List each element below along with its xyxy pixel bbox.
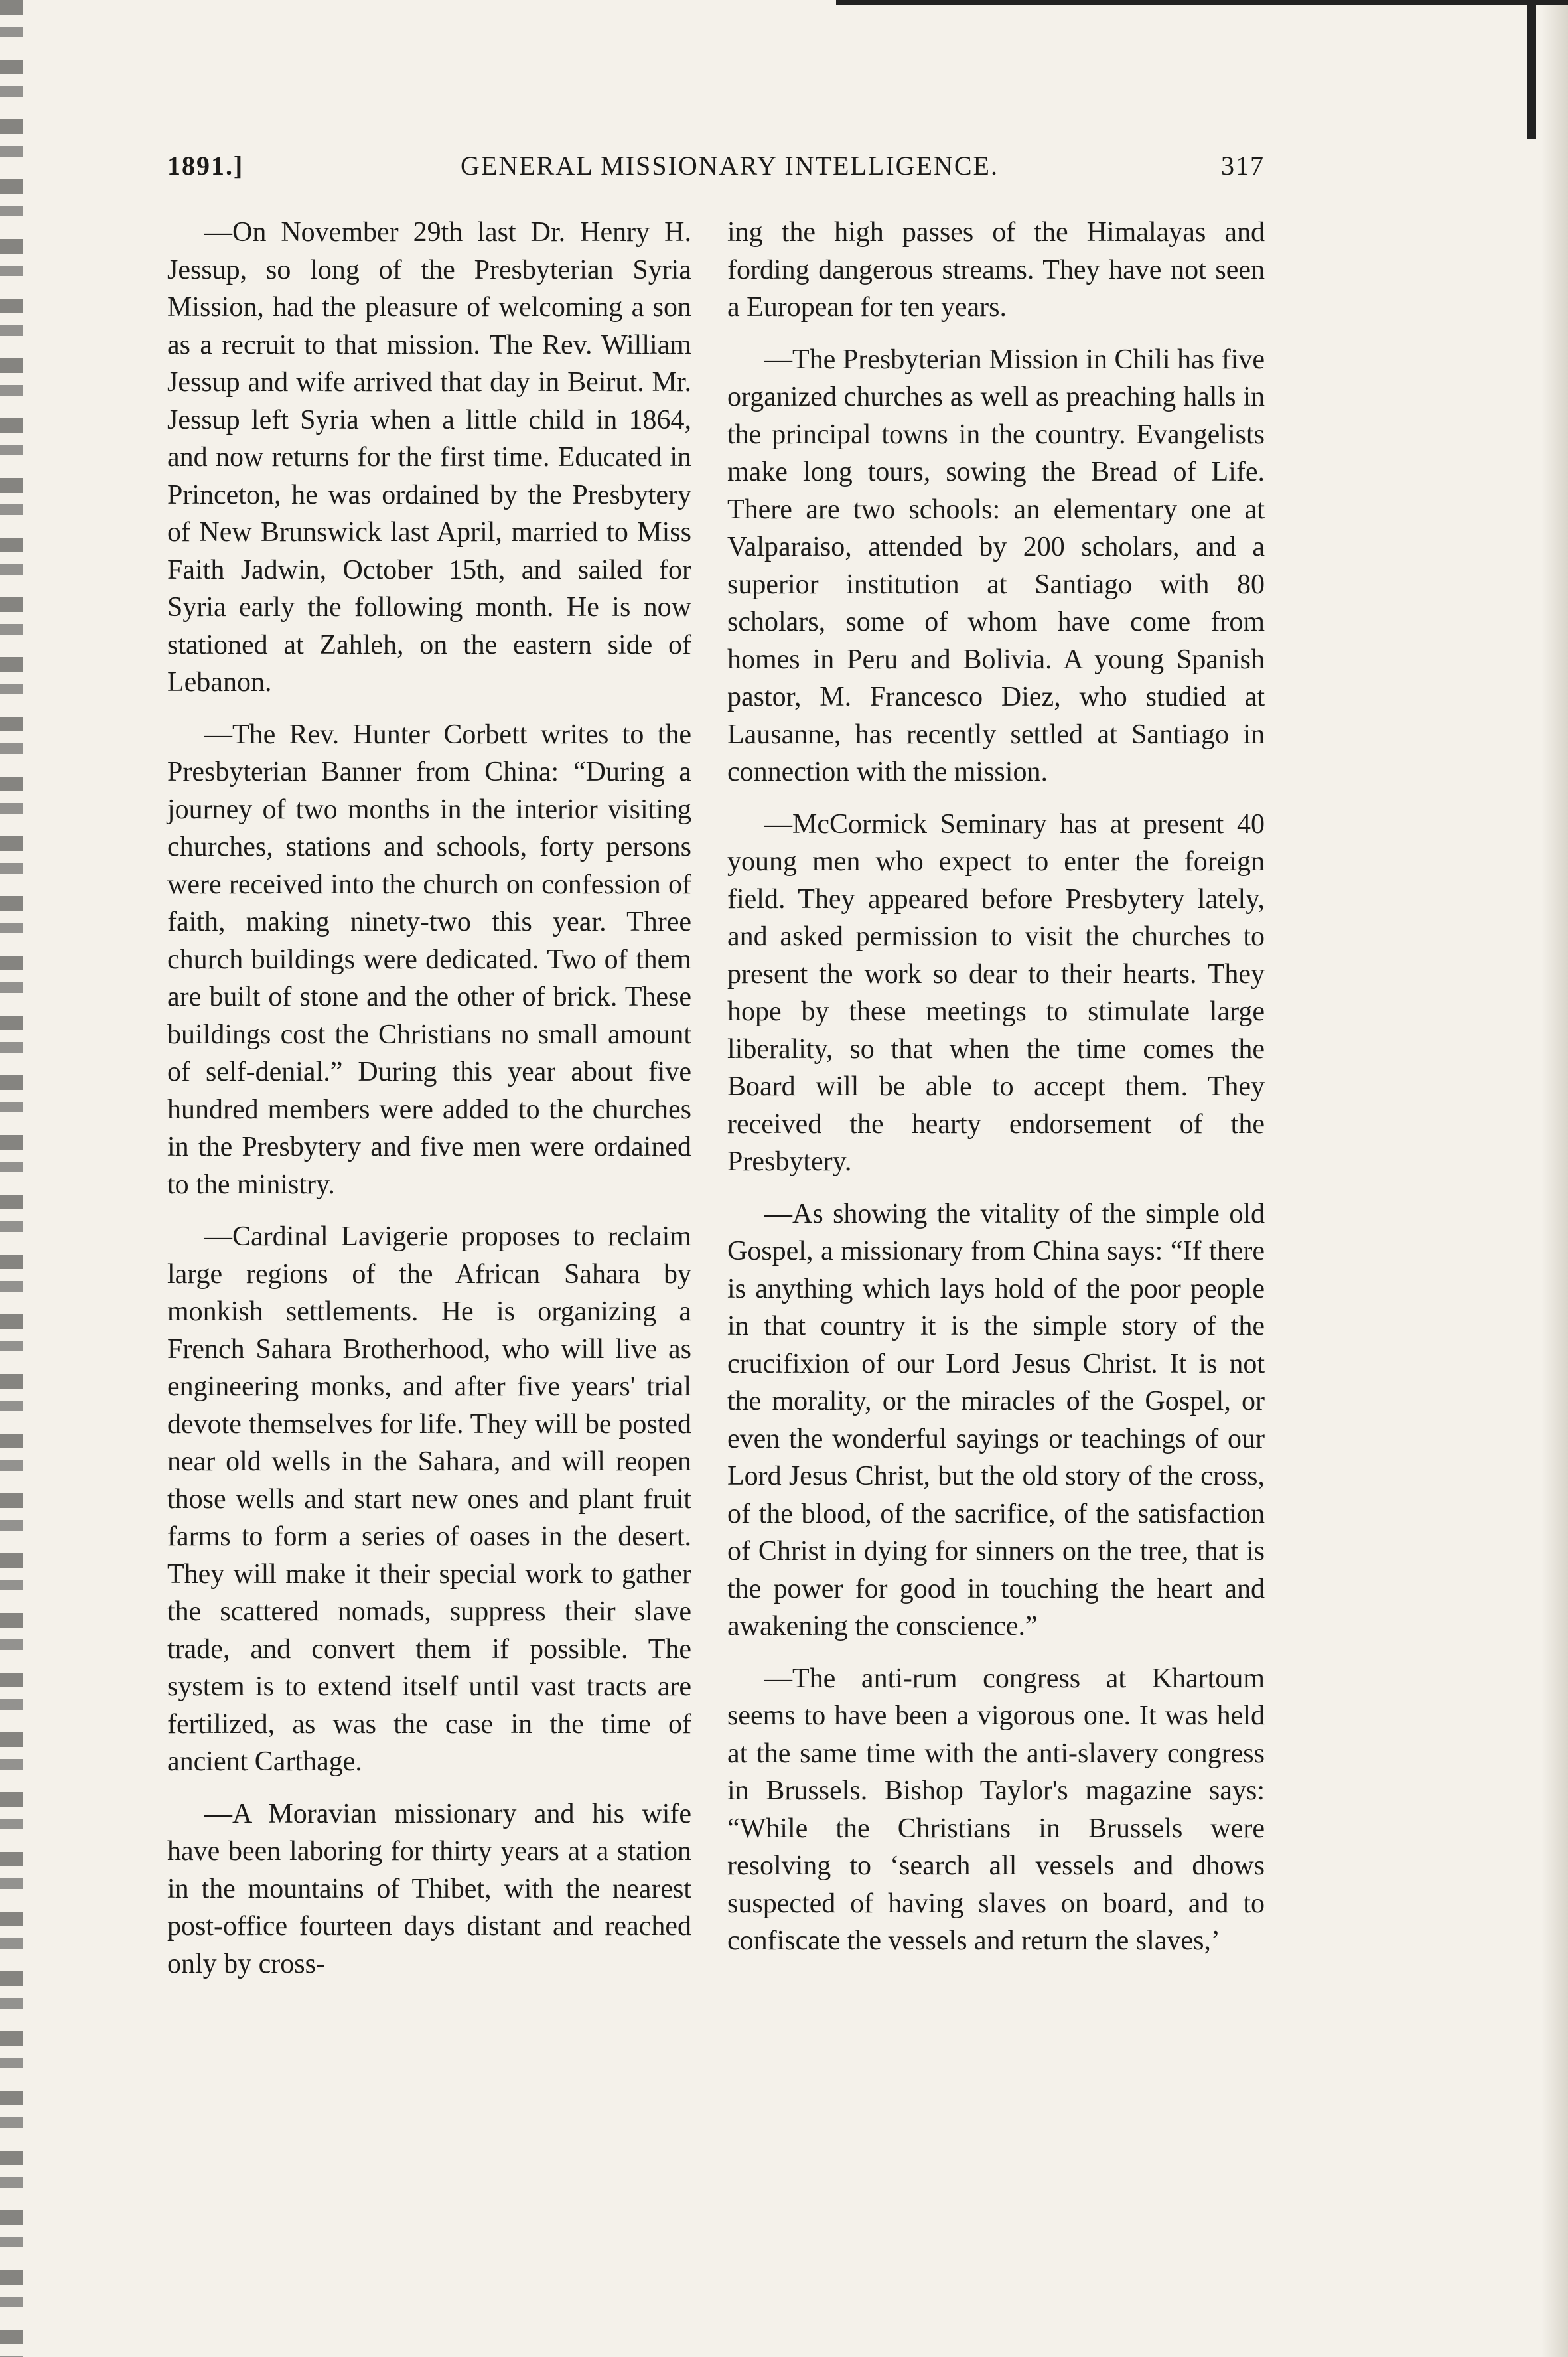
left-column — [167, 214, 691, 1997]
paragraph-mccormick: —McCormick Seminary has at present 40 young men who expect to enter the foreign field. They appeared before Presbytery lately, and asked permission to visit the churches to present the work so dear to their hearts. They hope by these meetings to stimulate large liberality, so that when the time comes the Board will be able to accept them. They received the hearty endorsement of the Presbytery. — [727, 808, 1265, 1177]
running-header — [167, 150, 1265, 190]
paragraph-moravian-continued: ing the high passes of the Himalayas and fording dangerous streams. They have not seen a European for ten years. — [727, 217, 1265, 323]
page-edge-shadow — [1541, 0, 1568, 2357]
header-title: GENERAL MISSIONARY INTELLIGENCE. — [461, 151, 999, 181]
header-year: 1891.] — [167, 151, 244, 181]
page-number: 317 — [1221, 151, 1265, 181]
paragraph-moravian: —A Moravian missionary and his wife have been laboring for thirty years at a station in the mountains of Thibet, with the nearest post-office fourteen days distant and reached only by cross- — [167, 1798, 691, 1979]
right-column — [727, 214, 1265, 1975]
binding-edge — [0, 0, 23, 2357]
scan-artifact-mark — [1527, 0, 1536, 139]
paragraph-chili-mission: —The Presbyterian Mission in Chili has five organized churches as well as preaching halls in the principal towns in the country. Evangelists make long tours, sowing the Bread of Life. There are two schools: an elementary one at Valparaiso, attended by 200 scholars, and a superior institution at Santiago with 80 scholars, some of whom have come from homes in Peru and Bolivia. A young Spanish pastor, M. Francesco Diez, who studied at Lausanne, has recently settled at Santiago in connection with the mission. — [727, 344, 1265, 787]
paragraph-khartoum: —The anti-rum congress at Khartoum seems to have been a vigorous one. It was held at the same time with the anti-slavery congress in Brussels. Bishop Taylor's magazine says: “While the Christians in Brussels were resolving to ‘search all vessels and dhows suspected of having slaves on board, and to confiscate the vessels and return the slaves,’ — [727, 1663, 1265, 1956]
paragraph-jessup: —On November 29th last Dr. Henry H. Jessup, so long of the Presbyterian Syria Mission, had the pleasure of welcoming a son as a recruit to that mission. The Rev. William Jessup and wife arrived that day in Beirut. Mr. Jessup left Syria when a little child in 1864, and now returns for the first time. Educated in Princeton, he was ordained by the Presbytery of New Brunswick last April, married to Miss Faith Jadwin, October 15th, and sailed for Syria early the following month. He is now stationed at Zahleh, on the eastern side of Lebanon. — [167, 217, 691, 698]
top-scan-rule — [836, 0, 1568, 5]
paragraph-gospel-china: —As showing the vitality of the simple old Gospel, a missionary from China says: “If there is anything which lays hold of the poor people in that country it is the simple story of the crucifixion of our Lord Jesus Christ. It is not the morality, or the miracles of the Gospel, or even the wonderful sayings or teachings of our Lord Jesus Christ, but the old story of the cross, of the blood, of the sacrifice, of the satisfaction of Christ in dying for sinners on the tree, that is the power for good in touching the heart and awakening the conscience.” — [727, 1198, 1265, 1641]
paragraph-lavigerie: —Cardinal Lavigerie proposes to reclaim large regions of the African Sahara by monkish settlements. He is organizing a French Sahara Brotherhood, who will live as engineering monks, and after five years' trial devote themselves for life. They will be posted near old wells in the Sahara, and will reopen those wells and start new ones and plant fruit farms to form a series of oases in the desert. They will make it their special work to gather the scattered nomads, suppress their slave trade, and convert them if possible. The system is to extend itself until vast tracts are fertilized, as was the case in the time of ancient Carthage. — [167, 1221, 691, 1777]
paragraph-corbett: —The Rev. Hunter Corbett writes to the Presbyterian Banner from China: “During a journey of two months in the interior visiting churches, stations and schools, forty persons were received into the church on confession of faith, making ninety-two this year. Three church buildings were dedicated. Two of them are built of stone and the other of brick. These buildings cost the Christians no small amount of self-denial.” During this year about five hundred members were added to the churches in the Presbytery and five men were ordained to the ministry. — [167, 719, 691, 1200]
